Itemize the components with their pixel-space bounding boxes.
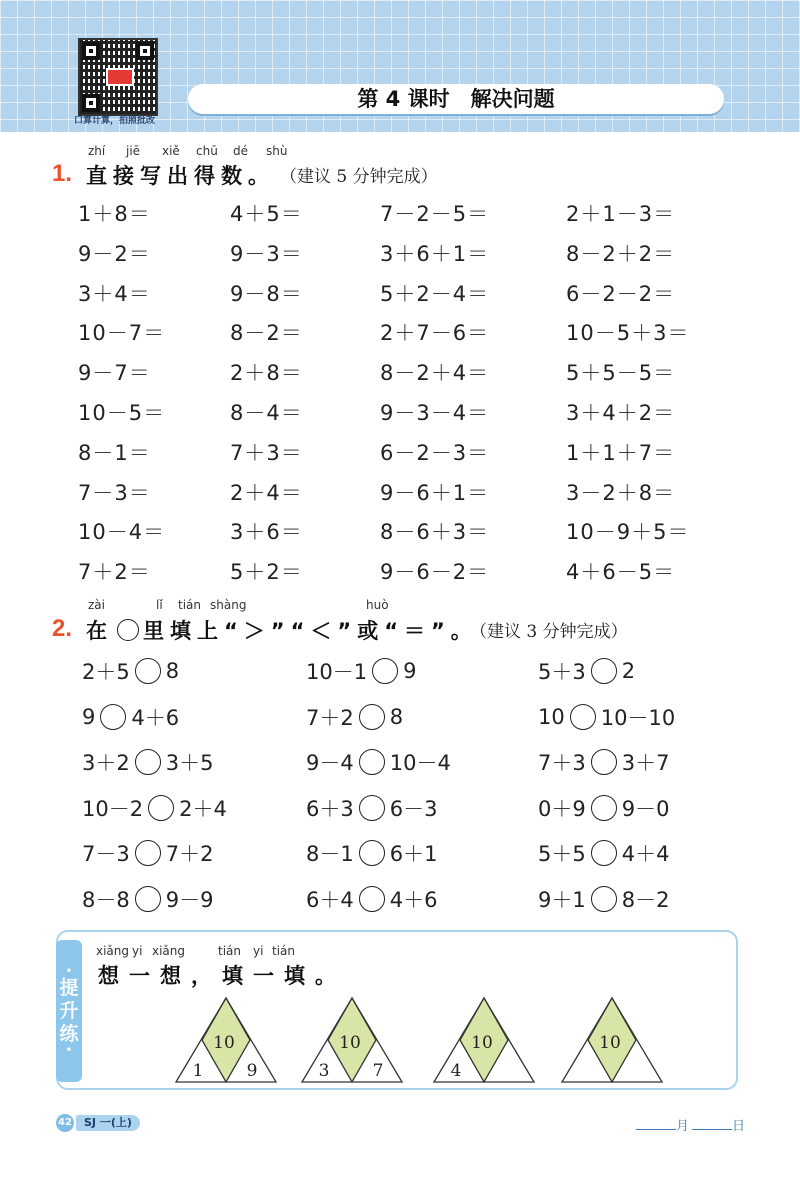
triangle-puzzle [300,996,404,1084]
answer-circle[interactable] [135,840,161,866]
compare-problem: 3＋2 3＋5 [82,751,214,776]
calc-problem: 3＋4＝ [78,281,151,306]
compare-problem: 6＋3 6－3 [306,796,438,821]
calc-problem: 10－5＋3＝ [566,321,690,346]
compare-problem: 7－3 7＋2 [82,842,214,867]
answer-circle[interactable] [591,658,617,684]
calc-problem: 7＋3＝ [230,440,303,465]
answer-circle[interactable] [359,886,385,912]
compare-problem: 8－1 6＋1 [306,842,438,867]
compare-problem: 9＋1 8－2 [538,888,670,912]
answer-circle[interactable] [591,886,617,912]
date-month: 月 [636,1115,689,1134]
compare-problem: 2＋5 8 [82,659,180,684]
calc-problem: 9－6＋1＝ [380,480,490,505]
answer-circle[interactable] [135,749,161,775]
calc-problem: 7－2－5＝ [380,202,490,226]
triangle-puzzle [560,996,664,1084]
answer-circle[interactable] [591,749,617,775]
date-day: 日 [692,1115,745,1134]
section-1-heading: 直接写出得数。 [86,164,275,188]
calc-problem: 2＋1－3＝ [566,202,676,226]
answer-circle[interactable] [359,795,385,821]
calc-problem: 9－3＝ [230,241,303,266]
triangle-top-number: 10 [471,1033,493,1053]
calc-problem: 6－2－2＝ [566,281,676,306]
calc-problem: 2＋7－6＝ [380,321,490,346]
calc-problem: 7－3＝ [78,480,151,505]
calc-problem: 6－2－3＝ [380,440,490,465]
triangle-left-number: 3 [318,1061,330,1081]
answer-circle[interactable] [359,840,385,866]
calc-problem: 8－1＝ [78,440,151,465]
calc-problem: 10－4＝ [78,520,166,545]
section-2-number: 2. [52,615,73,642]
triangle-puzzle [174,996,278,1084]
page-header [0,0,800,132]
answer-circle[interactable] [372,658,398,684]
triangle-left-number: 4 [450,1061,462,1081]
calc-problem: 10－5＝ [78,401,166,425]
lesson-title: 第 4 课时 解决问题 [188,84,724,114]
calc-problem: 2＋4＝ [230,480,303,505]
calc-problem: 3＋6＋1＝ [380,241,490,266]
triangle-top-number: 10 [213,1033,235,1053]
qr-code[interactable] [78,38,158,116]
boost-practice-tab: • 提 升 练 • [56,940,82,1082]
calc-problem: 3－2＋8＝ [566,480,676,505]
calc-problem: 8－2＋4＝ [380,361,490,386]
grade-label: SJ 一(上) [76,1115,140,1131]
answer-circle[interactable] [591,840,617,866]
calc-problem: 4＋5＝ [230,202,303,226]
calc-problem: 1＋1＋7＝ [566,440,676,465]
compare-problem: 5＋5 4＋4 [538,842,670,867]
calc-problem: 7＋2＝ [78,560,151,585]
section-1-number: 1. [52,160,73,187]
calc-problem: 5＋2＝ [230,560,303,585]
answer-circle[interactable] [359,749,385,775]
triangle-top-number: 10 [599,1033,621,1053]
triangle-right-number: 9 [246,1061,258,1081]
answer-circle[interactable] [359,704,385,730]
section-1-hint: （建议 5 分钟完成） [280,167,438,187]
calc-problem: 9－3－4＝ [380,401,490,425]
calc-problem: 9－2＝ [78,241,151,266]
circle-icon [117,619,139,641]
compare-problem: 9－4 10－4 [306,751,451,776]
calc-problem: 1＋8＝ [78,202,151,226]
compare-problem: 10 10－10 [538,704,676,730]
calc-problem: 8－6＋3＝ [380,520,490,545]
answer-circle[interactable] [148,795,174,821]
section-2-heading: 在 里填上“＞”“＜”或“＝”。 [86,619,478,643]
triangle-right-number: 7 [372,1061,384,1081]
calc-problem: 8－2＋2＝ [566,241,676,266]
calc-problem: 9－6－2＝ [380,560,490,585]
triangle-left-number: 1 [192,1061,204,1081]
calc-problem: 10－7＝ [78,321,166,346]
page-number: 42 [56,1114,74,1132]
calc-problem: 8－2＝ [230,321,303,346]
calc-problem: 2＋8＝ [230,361,303,386]
answer-circle[interactable] [135,658,161,684]
boost-heading: 想一想，填一填。 [98,964,346,988]
calc-problem: 9－8＝ [230,281,303,306]
compare-problem: 10－2 2＋4 [82,796,227,821]
section-2-hint: （建议 3 分钟完成） [470,622,628,642]
calc-problem: 10－9＋5＝ [566,520,690,545]
compare-problem: 7＋2 8 [306,704,404,730]
answer-circle[interactable] [100,704,126,730]
calc-problem: 5＋2－4＝ [380,281,490,306]
answer-circle[interactable] [591,795,617,821]
calc-problem: 4＋6－5＝ [566,560,676,585]
compare-problem: 6＋4 4＋6 [306,888,438,912]
compare-problem: 10－1 9 [306,659,417,684]
qr-caption: 口算计算，拍照批改 [74,116,156,126]
triangle-puzzle [432,996,536,1084]
calc-problem: 9－7＝ [78,361,151,386]
calc-problem: 8－4＝ [230,401,303,425]
calc-problem: 5＋5－5＝ [566,361,676,386]
calc-problem: 3＋4＋2＝ [566,401,676,425]
compare-problem: 5＋3 2 [538,659,636,684]
calc-problem: 3＋6＝ [230,520,303,545]
compare-problem: 8－8 9－9 [82,888,214,912]
answer-circle[interactable] [570,704,596,730]
triangle-top-number: 10 [339,1033,361,1053]
compare-problem: 9 4＋6 [82,704,180,730]
answer-circle[interactable] [135,886,161,912]
compare-problem: 7＋3 3＋7 [538,751,670,776]
compare-problem: 0＋9 9－0 [538,796,670,821]
